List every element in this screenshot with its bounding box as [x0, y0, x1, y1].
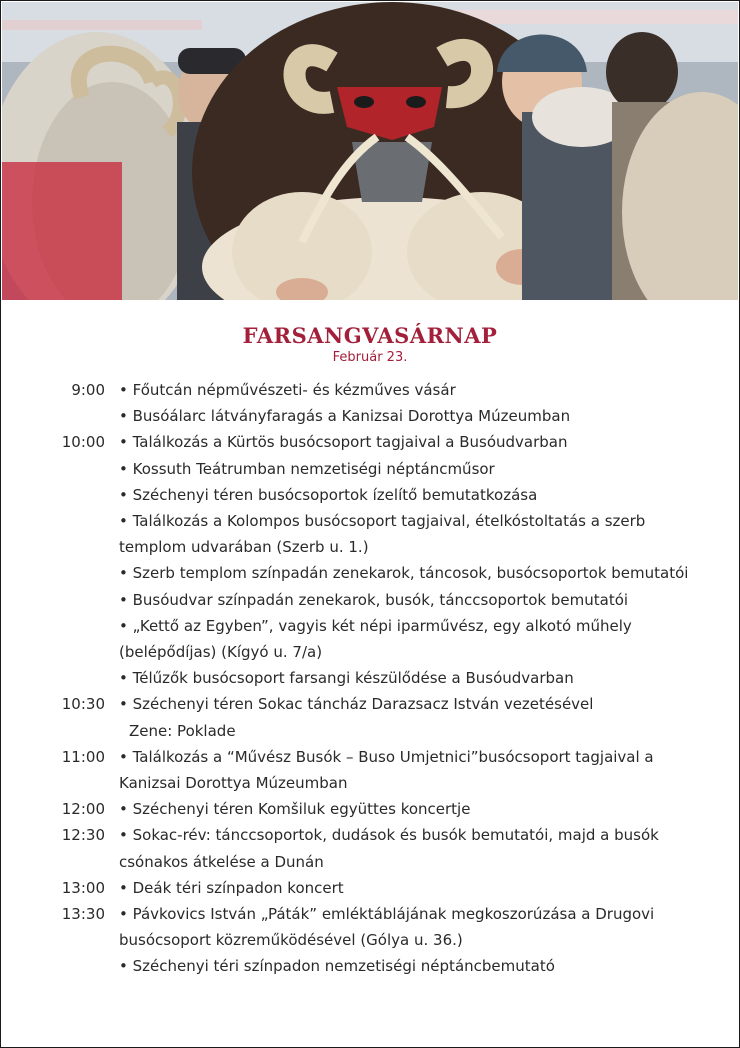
- schedule-row: [1, 875, 740, 901]
- schedule-time: 9:00: [71, 381, 105, 399]
- schedule-item-text: • Pávkovics István „Páták” emléktáblájának megkoszorúzása a Drugovi: [119, 905, 655, 924]
- schedule-item-text: templom udvarában (Szerb u. 1.): [119, 538, 369, 557]
- page-title: FARSANGVASÁRNAP: [242, 323, 498, 348]
- schedule-item: [119, 744, 699, 796]
- schedule-row: [1, 482, 740, 508]
- schedule-row: [1, 796, 740, 822]
- schedule-item: [119, 613, 699, 665]
- schedule-item-text: • Sokac-rév: tánccsoportok, dudások és busók bemutatói, majd a busók: [119, 826, 659, 845]
- schedule-item-text: • Deák téri színpadon koncert: [119, 878, 344, 897]
- schedule-item-text: • Találkozás a Kolompos busócsoport tagjaival, ételkóstoltatás a szerb: [119, 512, 646, 531]
- schedule-item-text: • Széchenyi téren busócsoportok ízelítő bemutatkozása: [119, 485, 538, 504]
- header-photo-busojaras: [2, 2, 738, 300]
- schedule-item-text: Kanizsai Dorottya Múzeumban: [119, 774, 348, 793]
- schedule-item-text: • Széchenyi téri színpadon nemzetiségi néptáncbemutató: [119, 957, 555, 976]
- schedule-item-text: • Busóudvar színpadán zenekarok, busók, tánccsoportok bemutatói: [119, 590, 629, 609]
- schedule-row: [1, 587, 740, 613]
- schedule-item-text: • Télűzők busócsoport farsangi készülődése a Busóudvarban: [119, 669, 574, 688]
- schedule-row: [1, 613, 740, 665]
- schedule-item-text: • Találkozás a Kürtös busócsoport tagjaival a Busóudvarban: [119, 433, 568, 452]
- schedule-item-text: • Kossuth Teátrumban nemzetiségi néptáncműsor: [119, 459, 495, 478]
- schedule-time: 13:00: [61, 878, 105, 897]
- schedule-item-text: • Találkozás a “Művész Busók – Buso Umjetnici”busócsoport tagjaival a: [119, 747, 654, 766]
- schedule-item-text: • Széchenyi téren Sokac táncház Darazsacz István vezetésével: [119, 695, 594, 714]
- busojaras-illustration: [2, 2, 738, 300]
- schedule-item: [119, 403, 699, 429]
- schedule-item-text: • „Kettő az Egyben”, vagyis két népi iparművész, egy alkotó műhely: [119, 616, 632, 635]
- schedule-time: 10:00: [61, 433, 105, 452]
- schedule-item: [119, 796, 699, 822]
- schedule-row: [1, 822, 740, 874]
- schedule-time: 11:00: [61, 747, 105, 766]
- schedule-item: [119, 560, 699, 586]
- schedule-item: [119, 482, 699, 508]
- schedule-item-text: • Főutcán népművészeti- és kézműves vásár: [119, 381, 456, 399]
- schedule-item-text: • Széchenyi téren Komšiluk együttes koncertje: [119, 800, 471, 819]
- schedule-item: [119, 429, 699, 455]
- schedule-row: [1, 456, 740, 482]
- schedule-time: 12:30: [61, 826, 105, 845]
- schedule-item-text: • Busóálarc látványfaragás a Kanizsai Dorottya Múzeumban: [119, 407, 571, 426]
- schedule-list: [1, 377, 740, 980]
- schedule-row: [1, 560, 740, 586]
- schedule-item-text: busócsoport közreműködésével (Gólya u. 36.): [119, 931, 463, 950]
- schedule-item: [119, 691, 699, 743]
- schedule-row: [1, 665, 740, 691]
- schedule-item: [119, 875, 699, 901]
- schedule-item: [119, 901, 699, 953]
- schedule-item: [119, 665, 699, 691]
- event-date: Február 23.: [332, 350, 408, 365]
- schedule-row: [1, 377, 740, 403]
- schedule-item: [119, 377, 699, 403]
- schedule-time: 12:00: [61, 800, 105, 819]
- schedule-row: [1, 508, 740, 560]
- schedule-time: 10:30: [61, 695, 105, 714]
- schedule-time: 13:30: [61, 905, 105, 924]
- schedule-item: [119, 587, 699, 613]
- schedule-row: [1, 953, 740, 979]
- schedule-item-text: Zene: Poklade: [129, 721, 236, 740]
- schedule-item: [119, 953, 699, 979]
- schedule-item-text: • Szerb templom színpadán zenekarok, táncosok, busócsoportok bemutatói: [119, 564, 689, 583]
- schedule-row: [1, 691, 740, 743]
- schedule-row: [1, 429, 740, 455]
- schedule-row: [1, 901, 740, 953]
- schedule-row: [1, 744, 740, 796]
- schedule-item: [119, 456, 699, 482]
- schedule-item: [119, 822, 699, 874]
- schedule-item-text: csónakos átkelése a Dunán: [119, 852, 324, 871]
- schedule-item-text: (belépődíjas) (Kígyó u. 7/a): [119, 643, 323, 662]
- schedule-item: [119, 508, 699, 560]
- schedule-row: [1, 403, 740, 429]
